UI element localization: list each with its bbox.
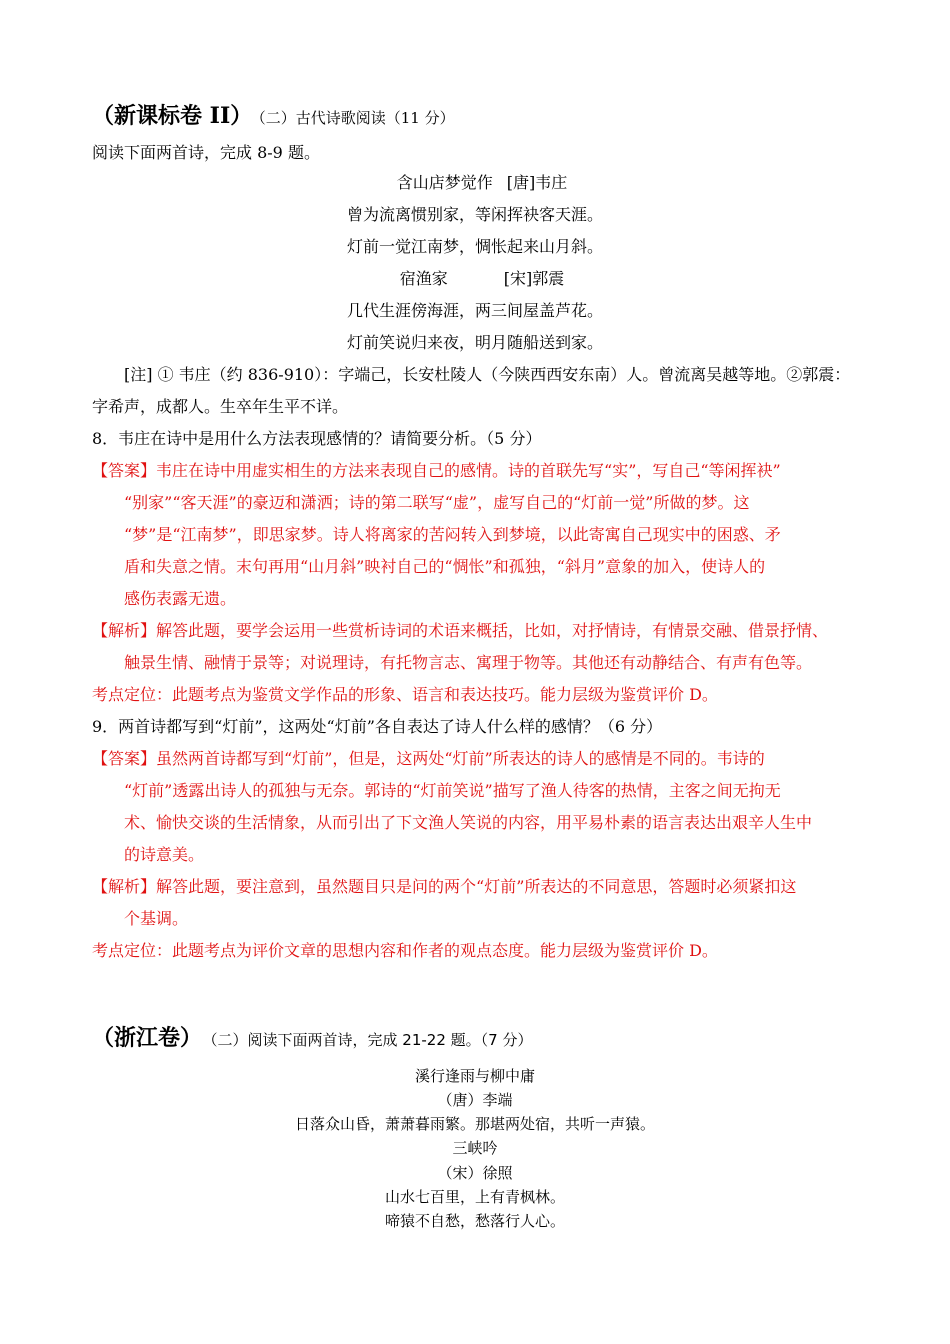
section2-header xyxy=(92,1024,532,1052)
q8-answer-label: 【答案】 xyxy=(92,461,157,480)
q9-analysis-line-1 xyxy=(92,877,796,897)
q9-answer-line-2: “灯前”透露出诗人的孤独与无奈。郭诗的“灯前笑说”描写了渔人待客的热情，主客之间无拘无 xyxy=(124,781,781,800)
q9-point: 考点定位：此题考点为评价文章的思想内容和作者的观点态度。能力层级为鉴赏评价 D。 xyxy=(92,941,718,960)
s2-poem2-author: （宋）徐照 xyxy=(437,1164,513,1182)
poem1-author: [唐]韦庄 xyxy=(506,173,568,192)
poem1-line-2: 灯前一觉江南梦，惆怅起来山月斜。 xyxy=(346,237,603,256)
note-line-2: 字希声，成都人。生卒年生平不详。 xyxy=(92,397,349,416)
poem2-author: [宋]郭震 xyxy=(503,269,565,288)
q8-analysis-label: 【解析】 xyxy=(92,621,157,640)
section1-instruction: 阅读下面两首诗，完成 8-9 题。 xyxy=(92,143,320,162)
q9-answer-line-1 xyxy=(92,749,765,769)
q8-answer-line-1 xyxy=(92,461,781,481)
q9-analysis-line-2: 个基调。 xyxy=(124,909,189,928)
q8-answer-line-3: “梦”是“江南梦”，即思家梦。诗人将离家的苦闷转入到梦境，以此寄寓自己现实中的困惑、矛 xyxy=(124,525,781,544)
section1-subtitle: （二）古代诗歌阅读（11 分） xyxy=(258,109,455,127)
q8-answer-line-5: 感伤表露无遗。 xyxy=(124,589,237,608)
q8-analysis-text-1: 解答此题，要学会运用一些赏析诗词的术语来概括，比如，对抒情诗，有情景交融、借景抒情、 xyxy=(156,621,829,640)
note-line-1: [注] ① 韦庄（约 836-910）：字端己，长安杜陵人（今陕西西安东南）人。曾流离吴越等地。②郭震： xyxy=(124,365,851,384)
section2-heading: （浙江卷） xyxy=(92,1025,203,1051)
q8-analysis-line-1 xyxy=(92,621,828,641)
q8-question: 8．韦庄在诗中是用什么方法表现感情的？请简要分析。（5 分） xyxy=(92,429,542,448)
q9-question: 9．两首诗都写到“灯前”，这两处“灯前”各自表达了诗人什么样的感情？（6 分） xyxy=(92,717,663,736)
q8-answer-line-4: 盾和失意之情。末句再用“山月斜”映衬自己的“惆怅”和孤独，“斜月”意象的加入，使诗人的 xyxy=(124,557,766,576)
q9-analysis-text-1: 解答此题，要注意到，虽然题目只是问的两个“灯前”所表达的不同意思，答题时必须紧扣这 xyxy=(156,877,797,896)
poem2-title-line xyxy=(0,269,950,289)
section2-subtitle: （二）阅读下面两首诗，完成 21-22 题。（7 分） xyxy=(210,1031,533,1049)
poem2-line-2: 灯前笑说归来夜，明月随船送到家。 xyxy=(346,333,603,352)
s2-poem1-author: （唐）李端 xyxy=(437,1091,513,1109)
section1-header xyxy=(92,102,455,130)
q9-analysis-label: 【解析】 xyxy=(92,877,157,896)
q8-answer-line-2: “别家”“客天涯”的豪迈和潇洒；诗的第二联写“虚”，虚写自己的“灯前一觉”所做的梦。这 xyxy=(124,493,750,512)
q9-answer-text-1: 虽然两首诗都写到“灯前”，但是，这两处“灯前”所表达的诗人的感情是不同的。韦诗的 xyxy=(156,749,765,768)
q8-point: 考点定位：此题考点为鉴赏文学作品的形象、语言和表达技巧。能力层级为鉴赏评价 D。 xyxy=(92,685,718,704)
q8-analysis-line-2: 触景生情、融情于景等；对说理诗，有托物言志、寓理于物等。其他还有动静结合、有声有色等。 xyxy=(124,653,813,672)
q9-answer-line-4: 的诗意美。 xyxy=(124,845,205,864)
q9-answer-label: 【答案】 xyxy=(92,749,157,768)
poem2-title: 宿渔家 xyxy=(399,269,448,288)
poem1-line-1: 曾为流离惯别家，等闲挥袂客天涯。 xyxy=(346,205,603,224)
s2-poem1-line-1: 日落众山昏，萧萧暮雨繁。那堪两处宿，共听一声猿。 xyxy=(294,1115,655,1133)
poem1-title-line xyxy=(0,173,950,193)
q9-answer-line-3: 术、愉快交谈的生活情象，从而引出了下文渔人笑说的内容，用平易朴素的语言表达出艰辛人生中 xyxy=(124,813,813,832)
s2-poem2-title: 三峡吟 xyxy=(452,1139,498,1157)
s2-poem1-title: 溪行逢雨与柳中庸 xyxy=(414,1067,535,1085)
s2-poem2-line-1: 山水七百里，上有青枫林。 xyxy=(384,1188,565,1206)
section1-heading: （新课标卷 II） xyxy=(92,103,253,129)
q8-answer-text-1: 韦庄在诗中用虚实相生的方法来表现自己的感情。诗的首联先写“实”，写自己“等闲挥袂” xyxy=(156,461,781,480)
s2-poem2-line-2: 啼猿不自愁，愁落行人心。 xyxy=(384,1212,565,1230)
poem2-line-1: 几代生涯傍海涯，两三间屋盖芦花。 xyxy=(346,301,603,320)
poem1-title: 含山店梦觉作 xyxy=(396,173,493,192)
